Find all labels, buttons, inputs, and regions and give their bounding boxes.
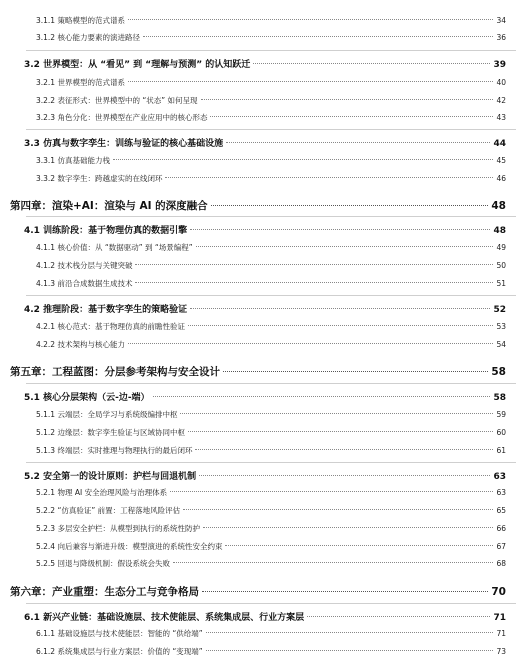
- toc-entry-title: 4.2.1 核心范式：基于物理仿真的前瞻性验证: [36, 322, 185, 331]
- toc-entry-title: 5.2.5 回退与降级机制：假设系统会失败: [36, 559, 170, 568]
- toc-entry-title: 5.2.1 物理 AI 安全治理风险与治理体系: [36, 488, 168, 497]
- toc-subsection-entry[interactable]: [36, 260, 506, 271]
- toc-entry-title: 第五章：工程蓝图：分层参考架构与安全设计: [10, 366, 220, 378]
- toc-page-number: 48: [493, 226, 506, 236]
- toc-entry-title: 3.3 仿真与数字孪生：训练与验证的核心基础设施: [24, 139, 224, 149]
- dot-leader: [190, 229, 490, 230]
- dot-leader: [143, 36, 493, 37]
- toc-subsection-entry[interactable]: [36, 427, 506, 438]
- toc-page-number: 71: [496, 629, 506, 638]
- dot-leader: [225, 545, 493, 546]
- dot-leader: [128, 81, 493, 82]
- dot-leader: [195, 449, 493, 450]
- dot-leader: [180, 413, 493, 414]
- section-divider: [26, 216, 516, 217]
- toc-entry-title: 第六章：产业重塑：生态分工与竞争格局: [10, 586, 199, 598]
- toc-section-entry[interactable]: [24, 57, 506, 70]
- toc-entry-title: 3.2.3 角色分化：世界模型在产业应用中的核心形态: [36, 113, 208, 122]
- dot-leader: [206, 632, 494, 633]
- toc-entry-title: 5.2.4 向后兼容与渐进升级：模型演进的系统性安全约束: [36, 542, 223, 551]
- toc-subsection-entry[interactable]: [36, 278, 506, 289]
- toc-chapter-entry[interactable]: [10, 584, 506, 599]
- dot-leader: [211, 205, 489, 206]
- dot-leader: [128, 19, 493, 20]
- toc-subsection-entry[interactable]: [36, 242, 506, 253]
- toc-chapter-entry[interactable]: [10, 364, 506, 379]
- toc-page-number: 67: [496, 542, 506, 551]
- section-divider: [26, 295, 516, 296]
- toc-page-number: 61: [496, 446, 506, 455]
- section-divider: [26, 383, 516, 384]
- dot-leader: [173, 562, 493, 563]
- toc-page-number: 58: [491, 366, 506, 378]
- toc-section-entry[interactable]: [24, 302, 506, 315]
- toc-entry-title: 3.2.1 世界模型的范式谱系: [36, 78, 125, 87]
- dot-leader: [307, 616, 490, 617]
- toc-entry-title: 3.1.2 核心能力要素的演进路径: [36, 33, 140, 42]
- toc-chapter-entry[interactable]: [10, 198, 506, 213]
- toc-page-number: 42: [496, 96, 506, 105]
- toc-page-number: 53: [496, 322, 506, 331]
- toc-page-number: 73: [496, 647, 506, 656]
- dot-leader: [201, 99, 494, 100]
- toc-entry-title: 5.2.2 “仿真验证” 前置：工程落地风险评估: [36, 506, 181, 515]
- toc-entry-title: 6.1.2 系统集成层与行业方案层：价值的 “变现端”: [36, 647, 203, 656]
- toc-page-number: 39: [493, 60, 506, 70]
- toc-subsection-entry[interactable]: [36, 523, 506, 534]
- dot-leader: [135, 264, 493, 265]
- toc-page-number: 50: [496, 261, 506, 270]
- toc-entry-title: 3.2 世界模型：从 “看见” 到 “理解与预测” 的认知跃迁: [24, 60, 251, 70]
- dot-leader: [199, 475, 490, 476]
- dot-leader: [203, 527, 493, 528]
- toc-page-number: 48: [491, 200, 506, 212]
- dot-leader: [202, 591, 488, 592]
- toc-page-number: 66: [496, 524, 506, 533]
- toc-page-number: 70: [491, 586, 506, 598]
- toc-page-number: 63: [493, 472, 506, 482]
- toc-subsection-entry[interactable]: [36, 409, 506, 420]
- toc-entry-title: 3.1.1 策略模型的范式谱系: [36, 16, 125, 25]
- toc-entry-title: 4.1.2 技术栈分层与关键突破: [36, 261, 133, 270]
- dot-leader: [165, 177, 493, 178]
- toc-subsection-entry[interactable]: [36, 487, 506, 498]
- toc-page-number: 71: [493, 613, 506, 623]
- toc-subsection-entry[interactable]: [36, 112, 506, 123]
- toc-entry-title: 第四章：渲染+AI：渲染与 AI 的深度融合: [10, 200, 208, 212]
- toc-subsection-entry[interactable]: [36, 15, 506, 26]
- toc-entry-title: 4.1 训练阶段：基于物理仿真的数据引擎: [24, 226, 188, 236]
- toc-page-number: 46: [496, 174, 506, 183]
- toc-entry-title: 5.2.3 多层安全护栏：从模型到执行的系统性防护: [36, 524, 200, 533]
- toc-page-number: 65: [496, 506, 506, 515]
- toc-page-number: 58: [493, 393, 506, 403]
- toc-page-number: 44: [493, 139, 506, 149]
- toc-subsection-entry[interactable]: [36, 541, 506, 552]
- toc-page-number: 52: [493, 305, 506, 315]
- dot-leader: [183, 509, 493, 510]
- dot-leader: [196, 246, 494, 247]
- toc-section-entry[interactable]: [24, 136, 506, 149]
- toc-entry-title: 4.1.1 核心价值：从 “数据驱动” 到 “场景编程”: [36, 243, 193, 252]
- toc-page-number: 43: [496, 113, 506, 122]
- toc-page-number: 51: [496, 279, 506, 288]
- toc-page-number: 60: [496, 428, 506, 437]
- toc-subsection-entry[interactable]: [36, 445, 506, 456]
- toc-subsection-entry[interactable]: [36, 173, 506, 184]
- toc-subsection-entry[interactable]: [36, 321, 506, 332]
- dot-leader: [188, 325, 493, 326]
- section-divider: [26, 462, 516, 463]
- dot-leader: [153, 396, 491, 397]
- toc-entry-title: 4.2.2 技术架构与核心能力: [36, 340, 125, 349]
- toc-subsection-entry[interactable]: [36, 558, 506, 569]
- toc-entry-title: 5.1.2 边缘层：数字孪生验证与区域协同中枢: [36, 428, 185, 437]
- toc-entry-title: 4.2 推理阶段：基于数字孪生的策略验证: [24, 305, 188, 315]
- dot-leader: [128, 343, 493, 344]
- toc-section-entry[interactable]: [24, 469, 506, 482]
- toc-page-number: 68: [496, 559, 506, 568]
- toc-section-entry[interactable]: [24, 223, 506, 236]
- toc-page-number: 59: [496, 410, 506, 419]
- toc-entry-title: 6.1.1 基础设施层与技术使能层：智能的 “供给端”: [36, 629, 203, 638]
- section-divider: [26, 603, 516, 604]
- toc-subsection-entry[interactable]: [36, 155, 506, 166]
- toc-entry-title: 5.1 核心分层架构（云-边-端）: [24, 393, 150, 403]
- toc-subsection-entry[interactable]: [36, 77, 506, 88]
- section-divider: [26, 129, 516, 130]
- toc-page-number: 34: [496, 16, 506, 25]
- toc-page-number: 36: [496, 33, 506, 42]
- toc-subsection-entry[interactable]: [36, 646, 506, 657]
- toc-subsection-entry[interactable]: [36, 95, 506, 106]
- dot-leader: [253, 63, 490, 64]
- dot-leader: [135, 282, 493, 283]
- toc-subsection-entry[interactable]: [36, 505, 506, 516]
- dot-leader: [210, 116, 493, 117]
- dot-leader: [206, 650, 494, 651]
- toc-page-number: 49: [496, 243, 506, 252]
- toc-entry-title: 3.2.2 表征形式：世界模型中的 “状态” 如何呈现: [36, 96, 198, 105]
- toc-entry-title: 3.3.1 仿真基础能力栈: [36, 156, 110, 165]
- toc-entry-title: 5.1.1 云端层：全局学习与系统级编排中枢: [36, 410, 178, 419]
- toc-subsection-entry[interactable]: [36, 628, 506, 639]
- dot-leader: [113, 159, 493, 160]
- dot-leader: [188, 431, 493, 432]
- toc-entry-title: 3.3.2 数字孪生：跨越虚实的在线闭环: [36, 174, 163, 183]
- toc-entry-title: 6.1 新兴产业链：基础设施层、技术使能层、系统集成层、行业方案层: [24, 613, 305, 623]
- toc-section-entry[interactable]: [24, 390, 506, 403]
- toc-entry-title: 5.2 安全第一的设计原则：护栏与回退机制: [24, 472, 197, 482]
- toc-section-entry[interactable]: [24, 610, 506, 623]
- toc-subsection-entry[interactable]: [36, 339, 506, 350]
- section-divider: [26, 50, 516, 51]
- toc-page-number: 45: [496, 156, 506, 165]
- dot-leader: [170, 491, 493, 492]
- toc-subsection-entry[interactable]: [36, 32, 506, 43]
- toc-page-number: 40: [496, 78, 506, 87]
- dot-leader: [223, 371, 488, 372]
- toc-page-number: 54: [496, 340, 506, 349]
- toc-page-number: 63: [496, 488, 506, 497]
- toc-entry-title: 5.1.3 终端层：实时推理与物理执行的最后闭环: [36, 446, 193, 455]
- dot-leader: [190, 308, 490, 309]
- dot-leader: [226, 142, 490, 143]
- toc-entry-title: 4.1.3 前沿合成数据生成技术: [36, 279, 133, 288]
